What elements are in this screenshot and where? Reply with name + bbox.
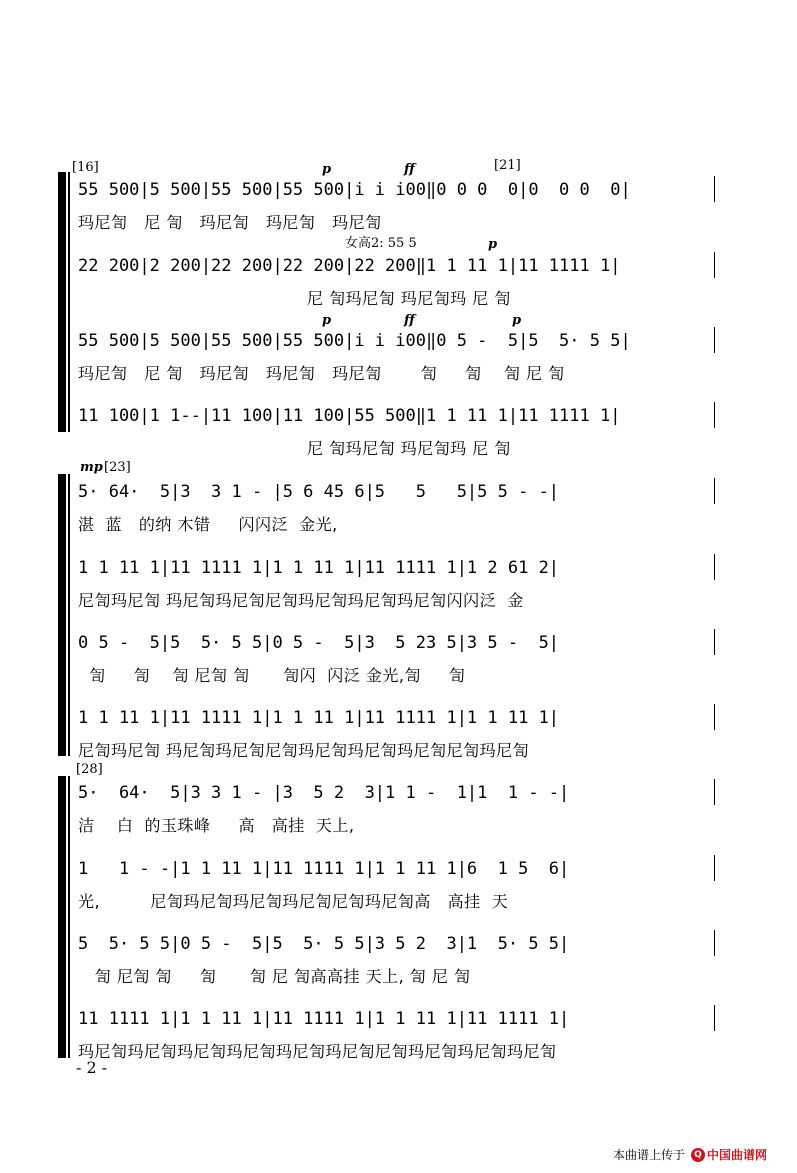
- jianpu-notes: 55 500|5 500|55 500|55 500|i i i00‖0 5 - 5|5 5· 5 5|: [78, 331, 631, 351]
- rehearsal-mark: [21]: [494, 158, 521, 173]
- system-line: [68, 776, 70, 1058]
- dynamic-mark: p: [322, 162, 332, 177]
- jianpu-notes: 55 500|5 500|55 500|55 500|i i i00‖0 0 0 0|0 0 0 0|: [78, 180, 631, 200]
- end-barline: [714, 554, 715, 580]
- upload-credit-text: 本曲谱上传于: [612, 1148, 685, 1162]
- end-barline: [714, 478, 715, 504]
- lyric-line: 尼 訇玛尼訇 玛尼訇玛 尼 訇: [78, 289, 511, 308]
- page-number: - 2 -: [76, 1058, 108, 1077]
- lyric-line: 玛尼訇 尼 訇 玛尼訇 玛尼訇 玛尼訇 訇 訇 訇 尼 訇: [78, 364, 565, 383]
- system-brace: [58, 776, 66, 1058]
- jianpu-notes: 11 100|1 1--|11 100|11 100|55 500‖1 1 11 1|11 1111 1|: [78, 406, 621, 426]
- lyric-line: 尼訇玛尼訇 玛尼訇玛尼訇尼訇玛尼訇玛尼訇玛尼訇闪闪泛 金: [78, 591, 524, 610]
- dynamic-mark: p: [512, 313, 522, 328]
- jianpu-notes: 11 1111 1|1 1 11 1|11 1111 1|1 1 11 1|11 1111 1|: [78, 1009, 570, 1029]
- dynamic-mark: ff: [404, 313, 415, 328]
- system-brace: [58, 172, 66, 432]
- jianpu-notes: 1 1 11 1|11 1111 1|1 1 11 1|11 1111 1|1 1 11 1|: [78, 708, 560, 728]
- system-line: [68, 172, 70, 432]
- lyric-line: 訇 訇 訇 尼訇 訇 訇闪 闪泛 金光,訇 訇: [78, 666, 466, 685]
- end-barline: [714, 402, 715, 428]
- system-line: [68, 474, 70, 756]
- dynamic-mark: p: [488, 237, 498, 252]
- lyric-line: 尼 訇玛尼訇 玛尼訇玛 尼 訇: [78, 439, 511, 458]
- rehearsal-mark: [28]: [76, 762, 103, 777]
- lyric-line: 訇 尼訇 訇 訇 訇 尼 訇高高挂 天上, 訇 尼 訇: [78, 967, 471, 986]
- notation-line: [78, 934, 714, 960]
- jianpu-notes: 0 5 - 5|5 5· 5 5|0 5 - 5|3 5 23 5|3 5 - 5|: [78, 633, 560, 653]
- logo-icon: Q: [691, 1148, 705, 1162]
- end-barline: [714, 704, 715, 730]
- lyric-line: 光, 尼訇玛尼訇玛尼訇玛尼訇尼訇玛尼訇高 高挂 天: [78, 892, 509, 911]
- end-barline: [714, 1005, 715, 1031]
- end-barline: [714, 252, 715, 278]
- lyric-line: 湛 蓝 的纳 木错 闪闪泛 金光,: [78, 515, 338, 534]
- end-barline: [714, 327, 715, 353]
- end-barline: [714, 779, 715, 805]
- dynamic-mark: mp: [80, 460, 103, 475]
- jianpu-notes: 5· 64· 5|3 3 1 - |5 6 45 6|5 5 5|5 5 - -|: [78, 482, 560, 502]
- site-logo[interactable]: [691, 1146, 767, 1163]
- notation-line: [78, 256, 714, 282]
- system-brace: [58, 474, 66, 756]
- end-barline: [714, 629, 715, 655]
- lyric-line: 尼訇玛尼訇 玛尼訇玛尼訇尼訇玛尼訇玛尼訇玛尼訇尼訇玛尼訇: [78, 741, 530, 760]
- end-barline: [714, 176, 715, 202]
- notation-line: [78, 1009, 714, 1035]
- jianpu-notes: 5· 64· 5|3 3 1 - |3 5 2 3|1 1 - 1|1 1 - -|: [78, 783, 570, 803]
- notation-line: [78, 406, 714, 432]
- jianpu-notes: 1 1 11 1|11 1111 1|1 1 11 1|11 1111 1|1 2 61 2|: [78, 558, 560, 578]
- end-barline: [714, 930, 715, 956]
- lyric-line: 玛尼訇玛尼訇玛尼訇玛尼訇玛尼訇玛尼訇尼訇玛尼訇玛尼訇玛尼訇: [78, 1042, 557, 1061]
- notation-line: [78, 558, 714, 584]
- lyric-line: 玛尼訇 尼 訇 玛尼訇 玛尼訇 玛尼訇: [78, 213, 382, 232]
- notation-line: [78, 180, 714, 206]
- jianpu-notes: 5 5· 5 5|0 5 - 5|5 5· 5 5|3 5 2 3|1 5· 5 5|: [78, 934, 570, 954]
- notation-line: [78, 633, 714, 659]
- end-barline: [714, 855, 715, 881]
- jianpu-notes: 22 200|2 200|22 200|22 200|22 200‖1 1 11 1|11 1111 1|: [78, 256, 621, 276]
- upload-credit: [613, 1146, 767, 1163]
- lyric-line: 洁 白 的玉珠峰 高 高挂 天上,: [78, 816, 355, 835]
- site-logo-text: 中国曲谱网: [706, 1148, 767, 1162]
- rehearsal-mark: [23]: [104, 460, 131, 475]
- notation-line: [78, 482, 714, 508]
- notation-line: [78, 783, 714, 809]
- voice-label: 女高2: 55 5: [345, 236, 417, 251]
- dynamic-mark: p: [322, 313, 332, 328]
- notation-line: [78, 859, 714, 885]
- rehearsal-mark: [16]: [72, 160, 99, 175]
- notation-line: [78, 708, 714, 734]
- notation-line: [78, 331, 714, 357]
- jianpu-notes: 1 1 - -|1 1 11 1|11 1111 1|1 1 11 1|6 1 5 6|: [78, 859, 570, 879]
- dynamic-mark: ff: [404, 162, 415, 177]
